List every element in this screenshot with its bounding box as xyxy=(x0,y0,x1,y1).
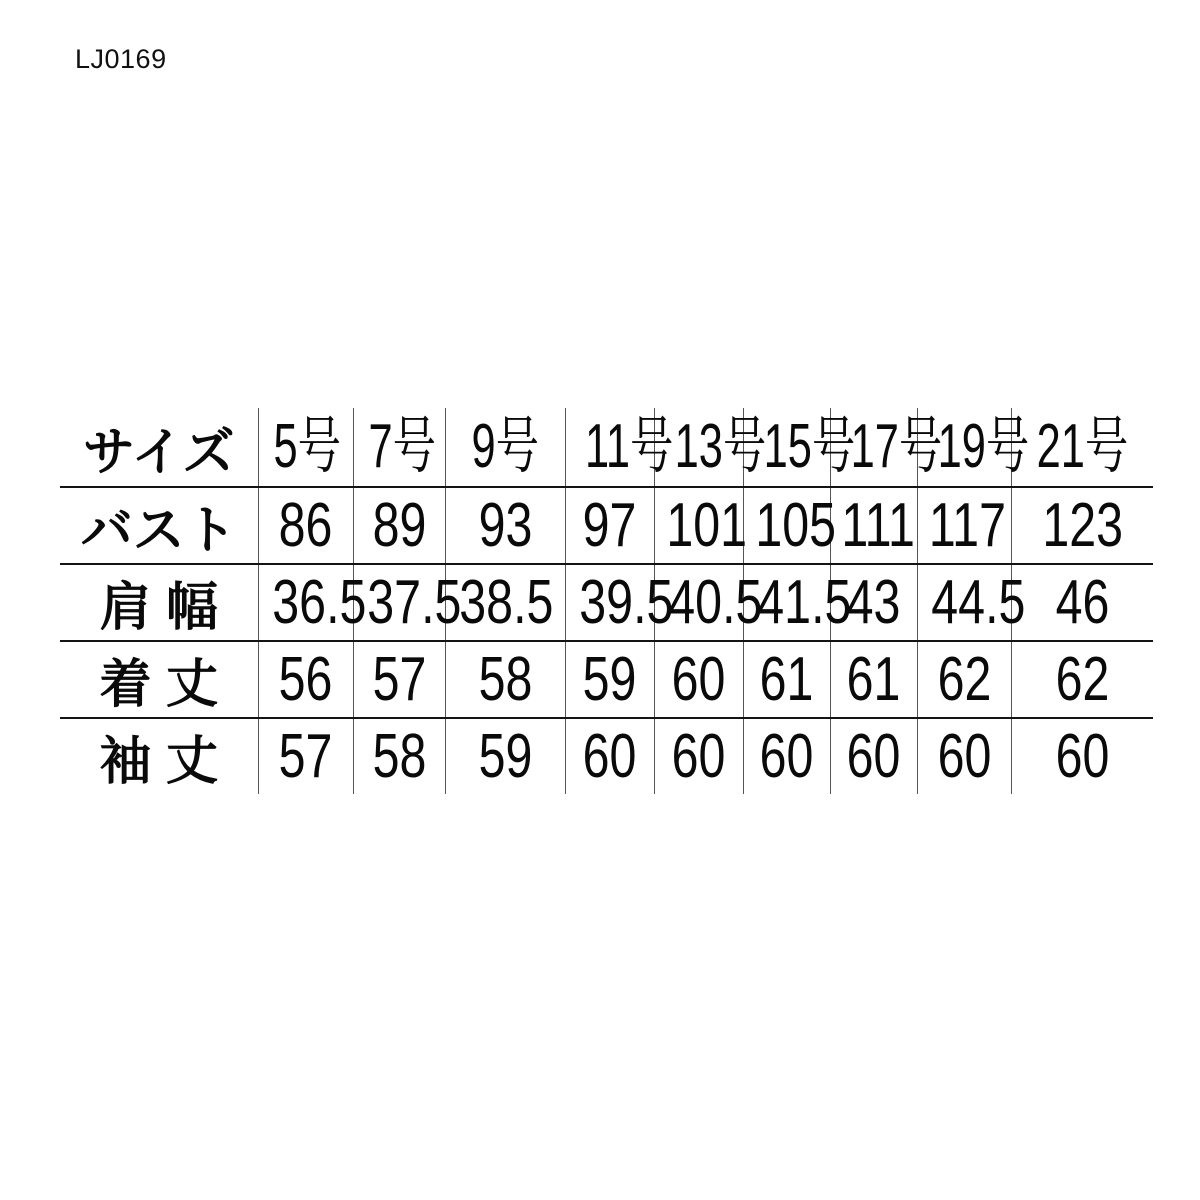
size-value-cell: 117 xyxy=(917,487,1011,564)
size-value-cell: 86 xyxy=(258,487,353,564)
size-value-cell: 61 xyxy=(830,641,917,718)
size-value-cell: 60 xyxy=(654,641,743,718)
table-row-header xyxy=(60,408,1153,487)
size-value-cell: 57 xyxy=(258,718,353,794)
table-row-bust xyxy=(60,487,1153,564)
table-row-body-length xyxy=(60,641,1153,718)
size-value-cell: 105 xyxy=(743,487,830,564)
size-column-header: 11号 xyxy=(565,408,654,487)
size-column-header: 7号 xyxy=(353,408,445,487)
size-value-cell: 38.5 xyxy=(445,564,565,641)
size-value-cell: 60 xyxy=(743,718,830,794)
product-code-label: LJ0169 xyxy=(75,44,167,74)
size-value-cell: 60 xyxy=(1055,721,1110,791)
size-value-cell: 43 xyxy=(830,564,917,641)
size-header-label: サイズ xyxy=(82,423,235,482)
row-label-cell xyxy=(60,718,258,794)
size-value-cell: 62 xyxy=(917,641,1011,718)
size-value-cell: 59 xyxy=(445,718,565,794)
row-label-cell xyxy=(60,641,258,718)
row-label: 着 丈 xyxy=(99,656,218,714)
size-value-cell: 60 xyxy=(654,718,743,794)
size-value-cell: 89 xyxy=(353,487,445,564)
size-value-cell: 40.5 xyxy=(654,564,743,641)
size-column-header: 13号 xyxy=(654,408,743,487)
size-value-cell: 36.5 xyxy=(258,564,353,641)
size-value-cell: 57 xyxy=(353,641,445,718)
size-value-cell: 56 xyxy=(258,641,353,718)
row-label: バスト xyxy=(80,502,237,560)
size-value-cell: 44.5 xyxy=(917,564,1011,641)
size-value-cell: 39.5 xyxy=(565,564,654,641)
size-value-cell: 60 xyxy=(917,718,1011,794)
row-label: 肩 幅 xyxy=(99,579,218,637)
row-label: 袖 丈 xyxy=(99,733,218,791)
size-value-cell: 123 xyxy=(1011,487,1153,564)
size-value-cell: 111 xyxy=(830,487,917,564)
size-value-cell: 60 xyxy=(830,718,917,794)
size-header-cell xyxy=(60,408,258,487)
size-value-cell: 46 xyxy=(1011,564,1153,641)
row-label-cell xyxy=(60,564,258,641)
table-row-shoulder xyxy=(60,564,1153,641)
size-value-cell: 59 xyxy=(565,641,654,718)
size-value-cell: 61 xyxy=(743,641,830,718)
size-column-header: 9号 xyxy=(445,408,565,487)
size-value-cell: 60 xyxy=(565,718,654,794)
row-label-cell xyxy=(60,487,258,564)
size-chart-table xyxy=(60,408,1153,794)
size-value-cell: 41.5 xyxy=(743,564,830,641)
size-value-cell: 58 xyxy=(445,641,565,718)
size-column-header: 15号 xyxy=(743,408,830,487)
size-value-cell: 93 xyxy=(445,487,565,564)
size-value-cell: 62 xyxy=(1011,641,1153,718)
size-column-header: 5号 xyxy=(258,408,353,487)
size-column-header: 19号 xyxy=(917,408,1011,487)
size-value-cell: 58 xyxy=(353,718,445,794)
table-row-sleeve xyxy=(60,718,1153,794)
size-value-cell: 37.5 xyxy=(353,564,445,641)
size-value-cell: 97 xyxy=(565,487,654,564)
size-column-header: 17号 xyxy=(830,408,917,487)
size-value-cell: 101 xyxy=(654,487,743,564)
size-column-header: 21号 xyxy=(1011,408,1153,487)
